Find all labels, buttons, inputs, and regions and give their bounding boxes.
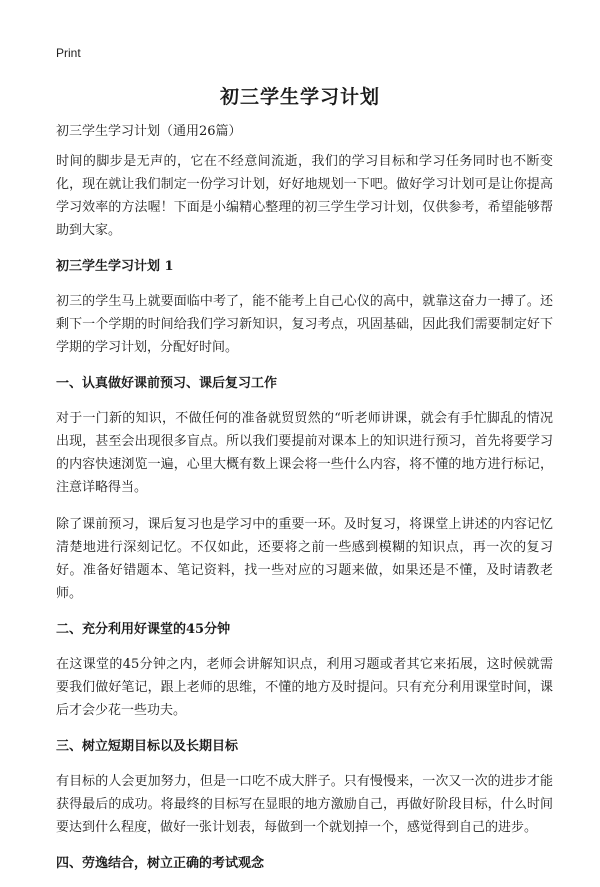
section-heading: 三、树立短期目标以及长期目标 (56, 739, 239, 754)
paragraph: 对于一门新的知识，不做任何的准备就贸贸然的“听老师讲课，就会有手忙脚乱的情况出现，甚至会出现很多盲点。所以我们要提前对课本上的知识进行预习，首先将要学习的内容快速浏览一遍，心里大概有数上课会将一些什么内容，将不懂的地方进行标记，注意详略得当。 (56, 411, 553, 495)
section-heading: 一、认真做好课前预习、课后复习工作 (56, 376, 278, 391)
paragraph: 初三的学生马上就要面临中考了，能不能考上自己心仪的高中，就靠这奋力一搏了。还剩下一个学期的时间给我们学习新知识，复习考点，巩固基础，因此我们需要制定好下学期的学习计划，分配好时间。 (56, 294, 553, 355)
page-title: 初三学生学习计划 (219, 86, 380, 108)
section-heading: 二、充分利用好课堂的45分钟 (56, 622, 231, 637)
paragraph: 在这课堂的45分钟之内，老师会讲解知识点，利用习题或者其它来拓展，这时候就需要我们做好笔记，跟上老师的思维，不懂的地方及时提问。只有充分利用课堂时间，课后才会少花一些功夫。 (56, 657, 553, 718)
section-heading: 初三学生学习计划 1 (56, 259, 174, 274)
print-link[interactable]: Print (56, 46, 81, 60)
paragraph: 有目标的人会更加努力，但是一口吃不成大胖子。只有慢慢来，一次又一次的进步才能获得最后的成功。将最终的目标写在显眼的地方激励自己，再做好阶段目标，什么时间要达到什么程度，做好一张计划表，每做到一个就划掉一个，感觉得到自己的进步。 (56, 774, 553, 835)
document-body (56, 150, 553, 887)
document-subtitle: 初三学生学习计划（通用26篇） (56, 124, 242, 139)
paragraph: 时间的脚步是无声的，它在不经意间流逝，我们的学习目标和学习任务同时也不断变化，现在就让我们制定一份学习计划，好好地规划一下吧。做好学习计划可是让你提高学习效率的方法喔！下面是小编精心整理的初三学生学习计划，仅供参考，希望能够帮助到大家。 (56, 154, 553, 238)
section-heading: 四、劳逸结合，树立正确的考试观念 (56, 856, 265, 871)
paragraph: 除了课前预习，课后复习也是学习中的重要一环。及时复习，将课堂上讲述的内容记忆清楚地进行深刻记忆。不仅如此，还要将之前一些感到模糊的知识点，再一次的复习好。准备好错题本、笔记资料，找一些对应的习题来做，如果还是不懂，及时请教老师。 (56, 517, 553, 601)
